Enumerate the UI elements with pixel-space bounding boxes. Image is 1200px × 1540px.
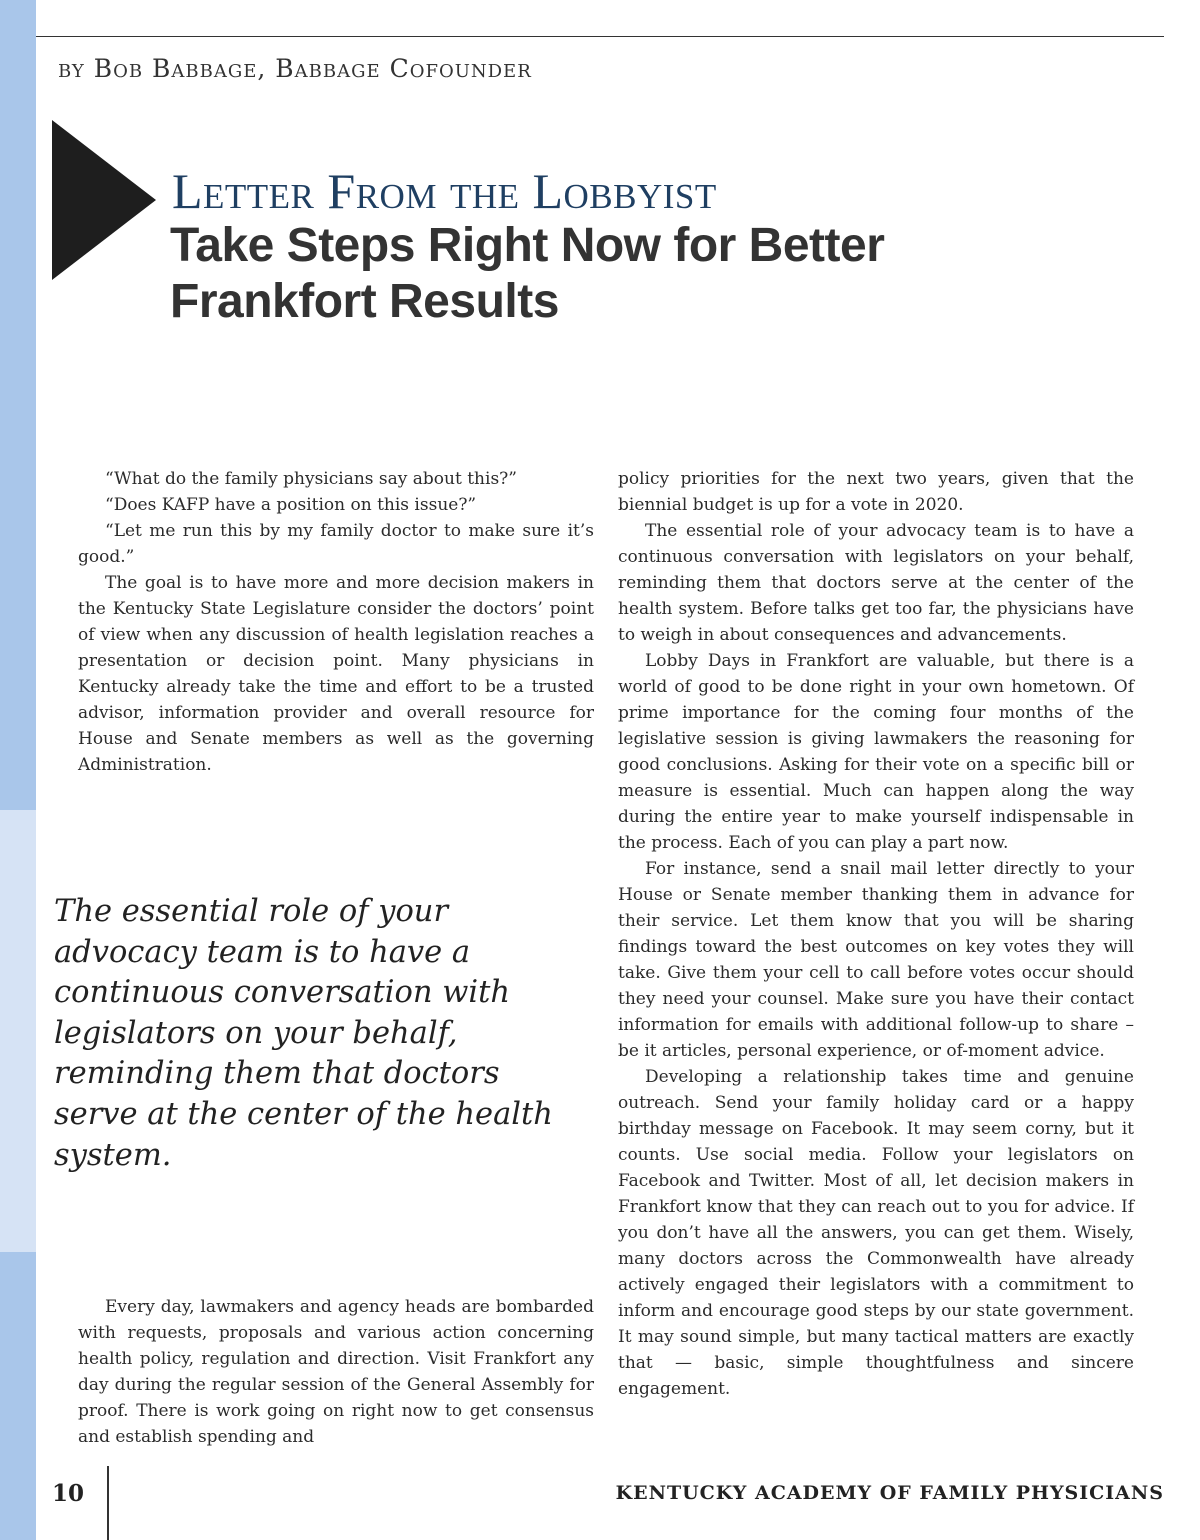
article-paragraph: “Let me run this by my family doctor to make sure it’s good.” xyxy=(78,521,594,567)
article-paragraph: Lobby Days in Frankfort are valuable, but there is a world of good to be done right in your own hometown. Of prime importance for the coming four months of the legislative session is giving lawmakers the reasoning for good conclusions. Asking for their vote on a specific bill or measure is essential. Much can happen along the way during the entire year to make yourself indispensable in the process. Each of you can play a part now. xyxy=(618,651,1134,853)
article-paragraph: “Does KAFP have a position on this issue?” xyxy=(105,495,477,515)
article-column-right xyxy=(618,466,1134,1402)
pull-quote: The essential role of your advocacy team is to have a continuous conversation with legislators on your behalf, reminding them that doctors serve at the center of the health system. xyxy=(54,894,553,1173)
article-column-left-top xyxy=(78,466,594,778)
article-paragraph: Developing a relationship takes time and genuine outreach. Send your family holiday card or a happy birthday message on Facebook. It may seem corny, but it counts. Use social media. Follow your legislators on Facebook and Twitter. Most of all, let decision makers in Frankfort know that they can reach out to you for advice. If you don’t have all the answers, you can get them. Wisely, many doctors across the Commonwealth have already actively engaged their legislators with a commitment to inform and encourage good steps by our state government. It may sound simple, but many tactical matters are exactly that — basic, simple thoughtfulness and sincere engagement. xyxy=(618,1067,1134,1399)
article-paragraph: policy priorities for the next two years, given that the biennial budget is up for a vote in 2020. xyxy=(618,469,1134,515)
top-rule xyxy=(36,36,1164,37)
article-paragraph: Every day, lawmakers and agency heads are bombarded with requests, proposals and various action concerning health policy, regulation and direction. Visit Frankfort any day during the regular session of the General Assembly for proof. There is work going on right now to get consensus and establish spending and xyxy=(78,1297,594,1447)
article-paragraph: The essential role of your advocacy team is to have a continuous conversation with legislators on your behalf, reminding them that doctors serve at the center of the health system. Before talks get too far, the physicians have to weigh in about consequences and advancements. xyxy=(618,521,1134,645)
article-paragraph: For instance, send a snail mail letter directly to your House or Senate member thanking them in advance for their service. Let them know that you will be sharing findings toward the best outcomes on key votes they will take. Give them your cell to call before votes occur should they need your counsel. Make sure you have their contact information for emails with additional follow-up to share – be it articles, personal experience, or of-moment advice. xyxy=(618,859,1134,1061)
section-kicker: Letter From the Lobbyist xyxy=(172,163,717,219)
byline: by Bob Babbage, Babbage Cofounder xyxy=(58,54,532,83)
accent-stripe-top xyxy=(0,0,36,810)
article-column-left-bottom xyxy=(78,1294,594,1450)
accent-stripe-middle xyxy=(0,810,36,1252)
footer-divider xyxy=(107,1466,109,1540)
page-number: 10 xyxy=(52,1480,85,1507)
play-triangle-icon xyxy=(52,120,156,280)
article-paragraph: “What do the family physicians say about this?” xyxy=(105,469,517,489)
accent-stripe-bottom xyxy=(0,1252,36,1540)
article-headline: Take Steps Right Now for Better Frankfort Results xyxy=(170,219,885,328)
article-paragraph: The goal is to have more and more decision makers in the Kentucky State Legislature consider the doctors’ point of view when any discussion of health legislation reaches a presentation or decision point. Many physicians in Kentucky already take the time and effort to be a trusted advisor, information provider and overall resource for House and Senate members as well as the governing Administration. xyxy=(78,573,594,775)
publication-name: KENTUCKY ACADEMY OF FAMILY PHYSICIANS xyxy=(615,1482,1164,1504)
